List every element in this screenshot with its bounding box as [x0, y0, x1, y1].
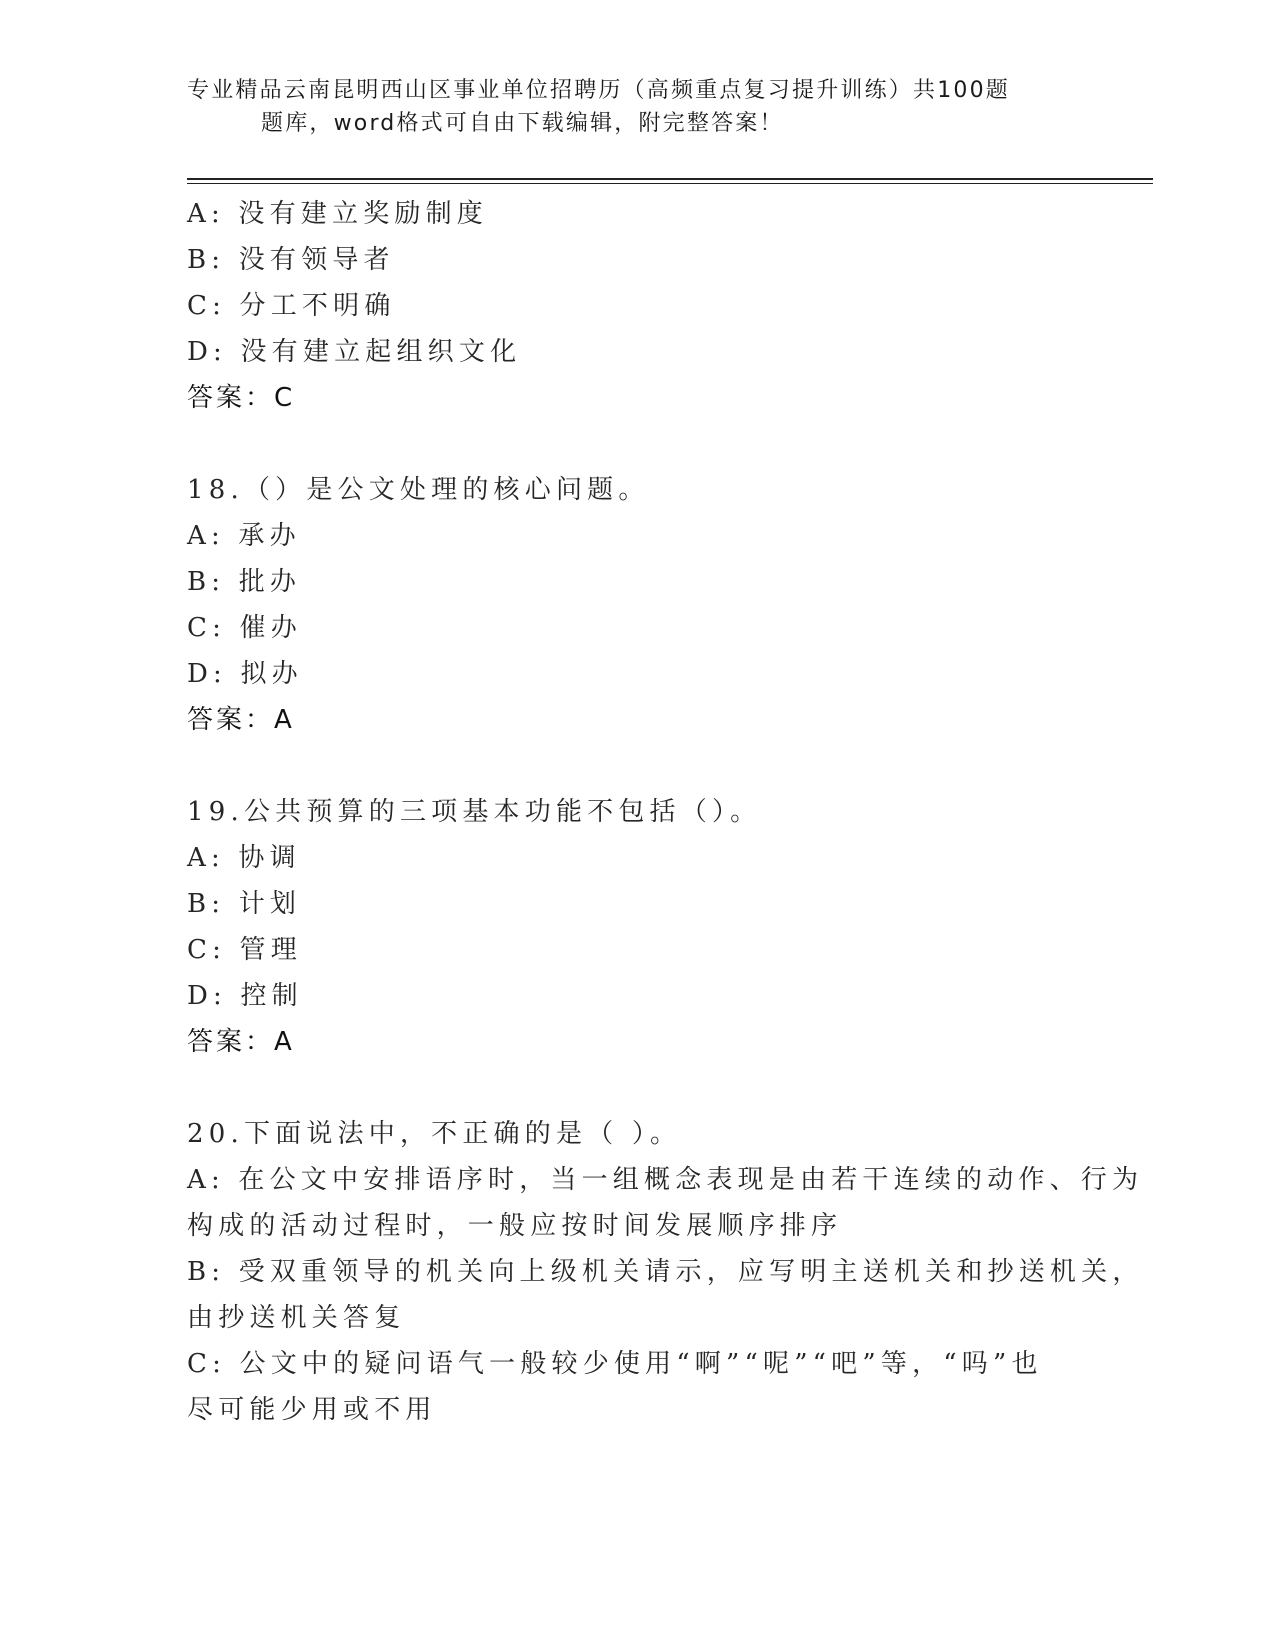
q17-answer: 答案：C — [187, 383, 296, 413]
q18-answer: 答案：A — [187, 705, 295, 735]
q19-option-d: D: 控制 — [187, 981, 303, 1011]
question-18 — [187, 467, 1087, 743]
question-20 — [187, 1111, 1144, 1433]
q19-answer: 答案：A — [187, 1027, 295, 1057]
header-divider-thin — [187, 183, 1153, 184]
q20-option-b-line-2: 由抄送机关答复 — [187, 1303, 406, 1333]
question-17 — [187, 191, 1087, 421]
header-title-line-2: 题库，word格式可自由下载编辑，附完整答案！ — [261, 111, 784, 136]
q20-question: 20.下面说法中，不正确的是（ ）。 — [187, 1119, 682, 1149]
q18-option-c: C: 催办 — [187, 613, 302, 643]
q19-option-b: B: 计划 — [187, 889, 302, 919]
q20-option-b-line-1: B: 受双重领导的机关向上级机关请示，应写明主送机关和抄送机关， — [187, 1257, 1144, 1287]
q20-option-a-line-2: 构成的活动过程时，一般应按时间发展顺序排序 — [187, 1211, 843, 1241]
q19-option-a: A: 协调 — [187, 843, 301, 873]
document-header — [187, 74, 1047, 140]
spacer — [187, 743, 1087, 789]
header-divider-thick — [187, 178, 1153, 180]
q18-option-b: B: 批办 — [187, 567, 302, 597]
question-19 — [187, 789, 1087, 1065]
q18-option-a: A: 承办 — [187, 521, 301, 551]
q18-question: 18.（）是公文处理的核心问题。 — [187, 475, 650, 505]
q20-option-c-line-1: C: 公文中的疑问语气一般较少使用“啊”“呢”“吧”等，“吗”也 — [187, 1349, 1043, 1379]
header-title-line-1: 专业精品云南昆明西山区事业单位招聘历（高频重点复习提升训练）共100题 — [187, 78, 1010, 103]
q20-option-a-line-1: A: 在公文中安排语序时，当一组概念表现是由若干连续的动作、行为 — [187, 1165, 1144, 1195]
q17-option-a: A: 没有建立奖励制度 — [187, 199, 489, 229]
q19-option-c: C: 管理 — [187, 935, 302, 965]
q17-option-d: D: 没有建立起组织文化 — [187, 337, 522, 367]
q17-option-c: C: 分工不明确 — [187, 291, 396, 321]
q20-option-c-line-2: 尽可能少用或不用 — [187, 1395, 437, 1425]
q17-option-b: B: 没有领导者 — [187, 245, 395, 275]
q19-question: 19.公共预算的三项基本功能不包括（）。 — [187, 797, 762, 827]
spacer — [187, 421, 1087, 467]
question-list — [187, 191, 1144, 1433]
spacer — [187, 1065, 1087, 1111]
q18-option-d: D: 拟办 — [187, 659, 303, 689]
